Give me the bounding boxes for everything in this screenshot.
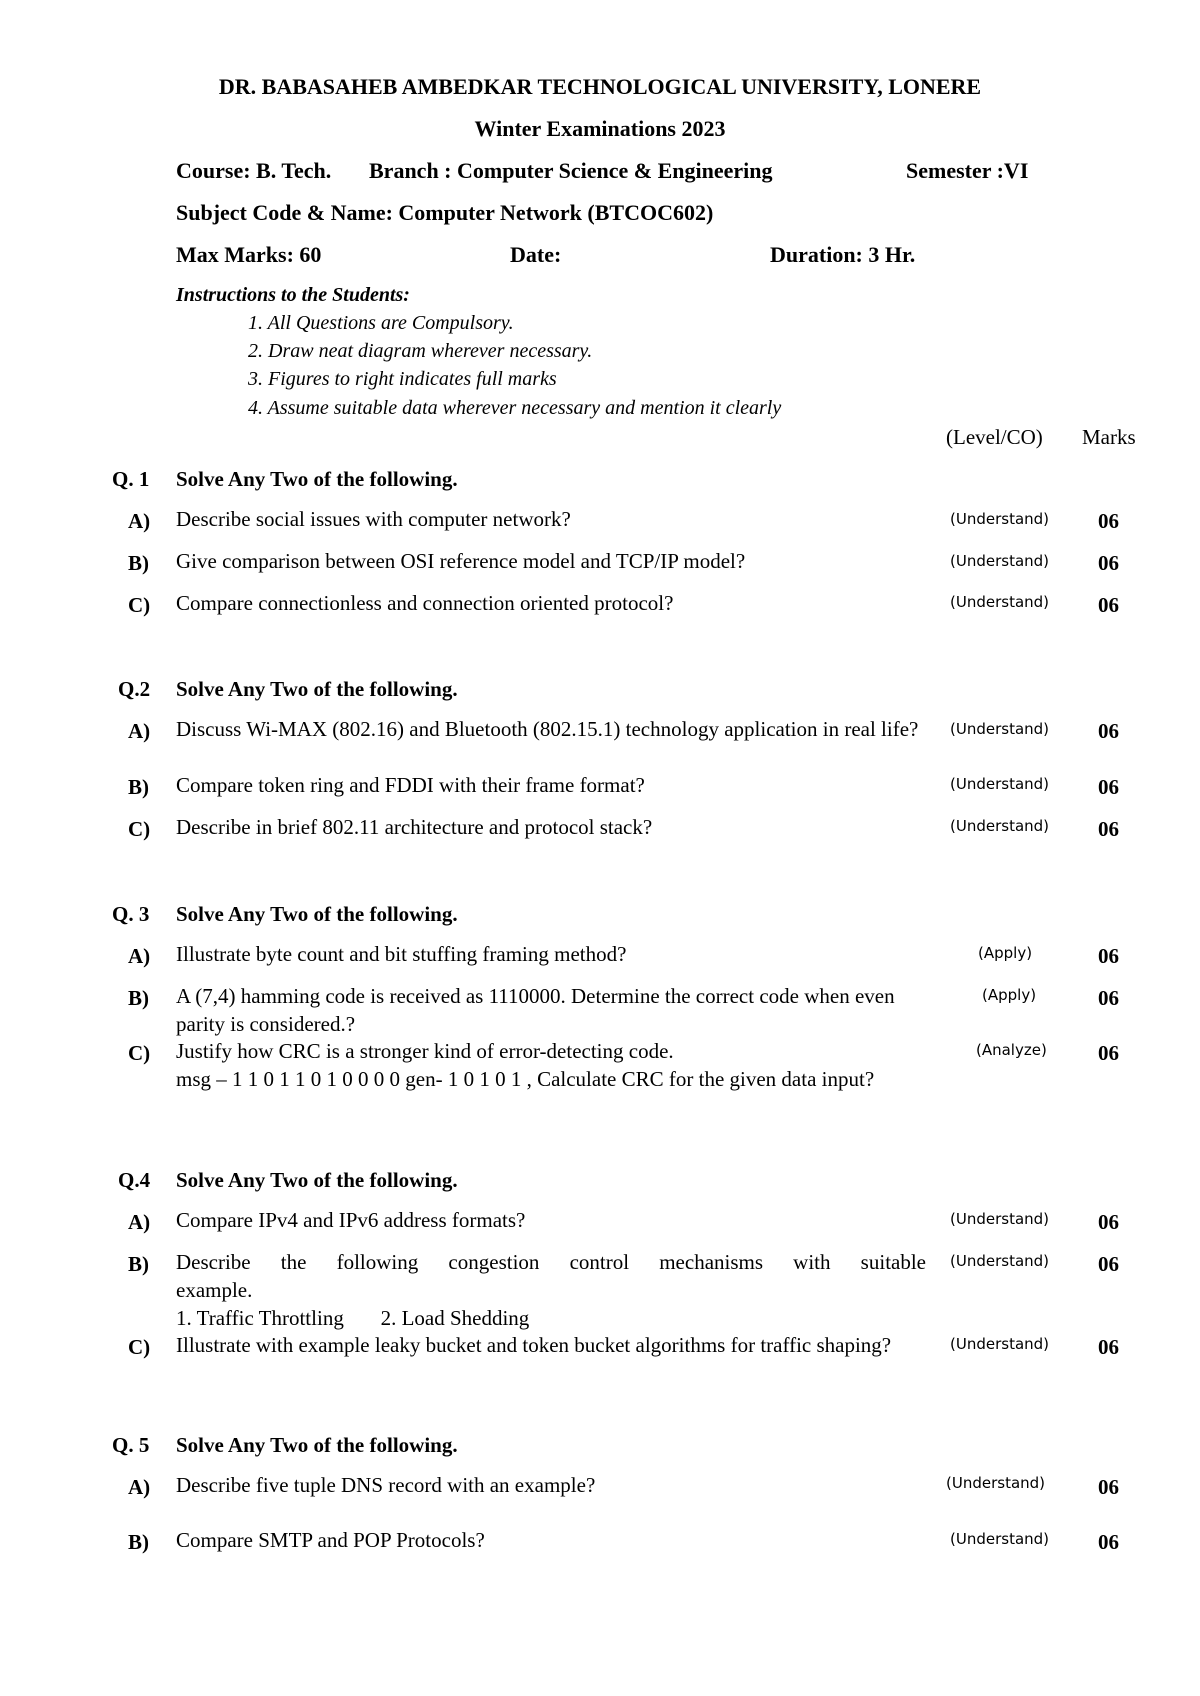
part-label: B) xyxy=(128,986,149,1010)
question-number: Q. 1 xyxy=(112,467,150,491)
instruction-item: 1. All Questions are Compulsory. xyxy=(248,312,514,334)
level-tag: (Apply) xyxy=(982,986,1037,1004)
part-label: A) xyxy=(128,1210,151,1234)
question-heading: Solve Any Two of the following. xyxy=(176,467,458,491)
level-tag: (Understand) xyxy=(950,552,1050,570)
marks-value: 06 xyxy=(1098,1041,1119,1065)
subject-label: Subject Code & Name: Computer Network (BTCOC602) xyxy=(176,200,714,225)
marks-value: 06 xyxy=(1098,1210,1119,1234)
part-label: C) xyxy=(128,1335,151,1359)
instruction-item: 4. Assume suitable data wherever necessary and mention it clearly xyxy=(248,397,782,419)
level-tag: (Understand) xyxy=(950,817,1050,835)
marks-value: 06 xyxy=(1098,551,1119,575)
instruction-item: 3. Figures to right indicates full marks xyxy=(248,368,557,390)
max-marks-label: Max Marks: 60 xyxy=(176,242,322,267)
date-label: Date: xyxy=(510,242,562,267)
part-text: A (7,4) hamming code is received as 1110000. Determine the correct code when even parity is considered.? xyxy=(176,984,895,1036)
part-text: Give comparison between OSI reference model and TCP/IP model? xyxy=(176,549,746,573)
question-heading: Solve Any Two of the following. xyxy=(176,902,458,926)
question-heading: Solve Any Two of the following. xyxy=(176,1168,458,1192)
level-column-header: (Level/CO) xyxy=(946,425,1043,449)
part-text: Describe five tuple DNS record with an example? xyxy=(176,1473,596,1497)
part-text: Illustrate byte count and bit stuffing framing method? xyxy=(176,942,627,966)
marks-value: 06 xyxy=(1098,1252,1119,1276)
part-text: Compare IPv4 and IPv6 address formats? xyxy=(176,1208,526,1232)
part-label: A) xyxy=(128,509,151,533)
marks-value: 06 xyxy=(1098,1335,1119,1359)
branch-label: Branch : Computer Science & Engineering xyxy=(369,158,773,183)
level-tag: (Understand) xyxy=(946,1474,1046,1492)
instructions-title: Instructions to the Students: xyxy=(176,284,410,306)
part-text-continued: example. xyxy=(176,1278,253,1302)
part-label: B) xyxy=(128,775,149,799)
marks-value: 06 xyxy=(1098,817,1119,841)
marks-column-header: Marks xyxy=(1082,425,1136,449)
level-tag: (Apply) xyxy=(978,944,1033,962)
question-number: Q.2 xyxy=(118,677,151,701)
question-heading: Solve Any Two of the following. xyxy=(176,1433,458,1457)
part-text: Justify how CRC is a stronger kind of error-detecting code. xyxy=(176,1039,674,1063)
part-text: Compare SMTP and POP Protocols? xyxy=(176,1528,485,1552)
part-text: Describe social issues with computer network? xyxy=(176,507,571,531)
question-number: Q.4 xyxy=(118,1168,151,1192)
part-label: B) xyxy=(128,1252,149,1276)
marks-value: 06 xyxy=(1098,986,1119,1010)
marks-value: 06 xyxy=(1098,775,1119,799)
question-number: Q. 5 xyxy=(112,1433,150,1457)
part-text: Describe in brief 802.11 architecture and protocol stack? xyxy=(176,815,653,839)
university-title: DR. BABASAHEB AMBEDKAR TECHNOLOGICAL UNIVERSITY, LONERE xyxy=(218,74,982,99)
duration-label: Duration: 3 Hr. xyxy=(770,242,916,267)
part-subitems: 1. Traffic Throttling 2. Load Shedding xyxy=(176,1306,530,1330)
marks-value: 06 xyxy=(1098,1530,1119,1554)
exam-title: Winter Examinations 2023 xyxy=(474,116,726,141)
part-label: B) xyxy=(128,551,149,575)
part-label: C) xyxy=(128,817,151,841)
part-text: Compare connectionless and connection oriented protocol? xyxy=(176,591,674,615)
instruction-item: 2. Draw neat diagram wherever necessary. xyxy=(248,340,593,362)
level-tag: (Understand) xyxy=(950,1210,1050,1228)
level-tag: (Understand) xyxy=(950,593,1050,611)
part-text: Describe the following congestion control mechanisms with suitable xyxy=(176,1250,926,1274)
course-label: Course: B. Tech. xyxy=(176,158,332,183)
part-label: A) xyxy=(128,719,151,743)
part-label: A) xyxy=(128,1475,151,1499)
level-tag: (Analyze) xyxy=(976,1041,1047,1059)
part-label: B) xyxy=(128,1530,149,1554)
level-tag: (Understand) xyxy=(950,1335,1050,1353)
marks-value: 06 xyxy=(1098,719,1119,743)
level-tag: (Understand) xyxy=(950,1252,1050,1270)
level-tag: (Understand) xyxy=(950,510,1050,528)
part-label: A) xyxy=(128,944,151,968)
part-label: C) xyxy=(128,1041,151,1065)
level-tag: (Understand) xyxy=(950,1530,1050,1548)
part-label: C) xyxy=(128,593,151,617)
marks-value: 06 xyxy=(1098,1475,1119,1499)
level-tag: (Understand) xyxy=(950,775,1050,793)
part-text: Illustrate with example leaky bucket and token bucket algorithms for traffic shaping? xyxy=(176,1333,892,1357)
marks-value: 06 xyxy=(1098,509,1119,533)
question-number: Q. 3 xyxy=(112,902,150,926)
question-heading: Solve Any Two of the following. xyxy=(176,677,458,701)
part-text: Discuss Wi-MAX (802.16) and Bluetooth (802.15.1) technology application in real life? xyxy=(176,717,919,741)
part-text: Compare token ring and FDDI with their frame format? xyxy=(176,773,645,797)
part-text-continued: msg – 1 1 0 1 1 0 1 0 0 0 0 gen- 1 0 1 0 1 , Calculate CRC for the given data input? xyxy=(176,1067,875,1091)
level-tag: (Understand) xyxy=(950,720,1050,738)
marks-value: 06 xyxy=(1098,593,1119,617)
marks-value: 06 xyxy=(1098,944,1119,968)
semester-label: Semester :VI xyxy=(906,158,1029,183)
